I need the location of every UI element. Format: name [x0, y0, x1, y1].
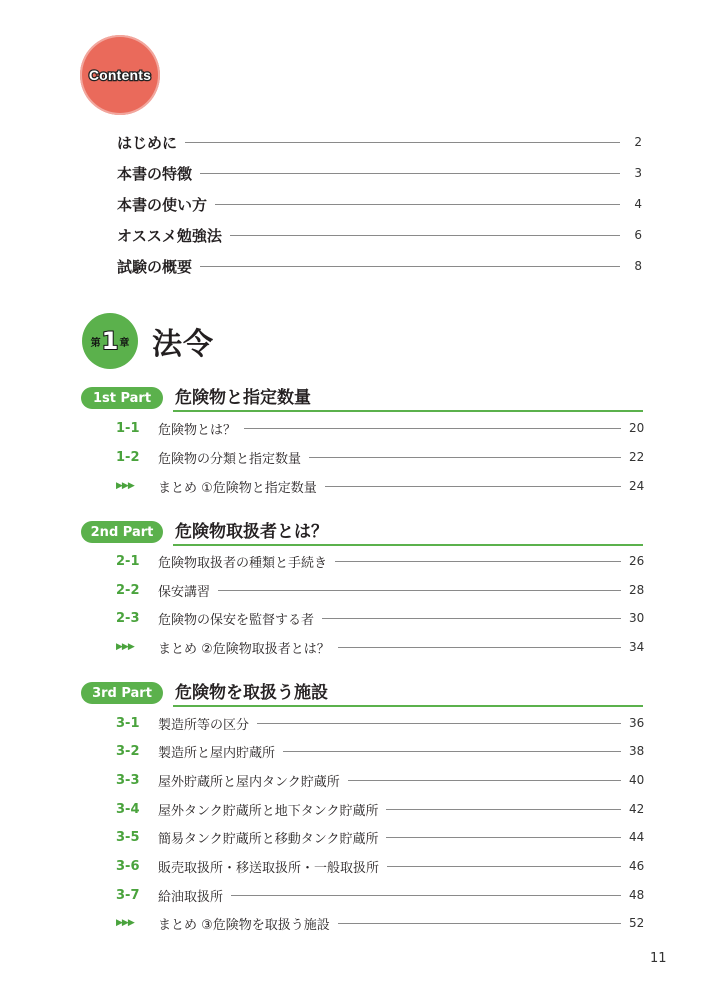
toc-entry[interactable]: [116, 578, 643, 602]
leader-line: [230, 235, 620, 236]
toc-entry-page: 38: [629, 744, 645, 758]
summary-arrows-icon: ▶▶▶: [116, 918, 134, 928]
part-title: 危険物を取扱う施設: [175, 683, 328, 703]
toc-entry-page: 20: [629, 421, 645, 435]
toc-entry[interactable]: [116, 549, 643, 573]
toc-entry[interactable]: [116, 416, 643, 440]
toc-entry-page: 28: [629, 583, 645, 597]
toc-entry-page: 44: [629, 830, 645, 844]
leader-line: [348, 780, 621, 781]
part-underline: [173, 705, 643, 707]
toc-entry[interactable]: [116, 606, 643, 630]
section-number: 3-1: [116, 715, 140, 731]
toc-entry-title: オススメ勉強法: [117, 226, 222, 245]
summary-arrows-icon: ▶▶▶: [116, 481, 134, 491]
toc-entry-title: 簡易タンク貯蔵所と移動タンク貯蔵所: [158, 831, 379, 847]
leader-line: [322, 618, 621, 619]
toc-entry[interactable]: [116, 739, 643, 763]
chapter-number: 1: [101, 327, 119, 355]
toc-entry-title: 本書の使い方: [117, 195, 208, 214]
leader-line: [244, 428, 621, 429]
toc-entry[interactable]: [117, 130, 642, 154]
leader-line: [338, 647, 621, 648]
toc-entry-page: 42: [629, 802, 645, 816]
toc-entry-page: 4: [634, 197, 642, 211]
leader-line: [309, 457, 621, 458]
toc-entry-title: まとめ ①危険物と指定数量: [158, 480, 317, 496]
toc-entry[interactable]: [117, 192, 642, 216]
leader-line: [200, 266, 620, 267]
toc-entry-title: 給油取扱所: [158, 889, 224, 905]
toc-entry-title: 屋外タンク貯蔵所と地下タンク貯蔵所: [158, 803, 379, 819]
leader-line: [200, 173, 620, 174]
toc-entry[interactable]: [116, 474, 643, 498]
leader-line: [283, 751, 621, 752]
toc-entry-title: 危険物取扱者の種類と手続き: [158, 555, 328, 571]
toc-entry-title: 危険物とは？: [158, 422, 237, 438]
toc-entry[interactable]: [116, 911, 643, 935]
toc-entry-page: 40: [629, 773, 645, 787]
part-underline: [173, 410, 643, 412]
toc-entry-title: 危険物の保安を監督する者: [158, 612, 315, 628]
toc-entry-page: 26: [629, 554, 645, 568]
part-badge: 3rd Part: [81, 682, 163, 704]
section-number: 3-7: [116, 887, 140, 903]
leader-line: [325, 486, 621, 487]
section-number: 3-6: [116, 858, 140, 874]
section-number: 3-5: [116, 829, 140, 845]
toc-entry-page: 24: [629, 479, 645, 493]
toc-entry-page: 48: [629, 888, 645, 902]
toc-entry-page: 30: [629, 611, 645, 625]
chapter-heading: [82, 313, 214, 369]
leader-line: [185, 142, 620, 143]
summary-arrows-icon: ▶▶▶: [116, 642, 134, 652]
toc-entry-page: 22: [629, 450, 645, 464]
chapter-badge: [82, 313, 138, 369]
section-number: 1-1: [116, 420, 140, 436]
toc-entry[interactable]: [117, 161, 642, 185]
leader-line: [335, 561, 621, 562]
toc-entry-page: 52: [629, 916, 645, 930]
toc-entry-title: 危険物の分類と指定数量: [158, 451, 302, 467]
toc-entry[interactable]: [116, 854, 643, 878]
toc-entry-page: 8: [634, 259, 642, 273]
part-heading-3: [81, 678, 643, 706]
leader-line: [386, 837, 621, 838]
contents-badge-label: Contents: [88, 67, 152, 83]
part-title: 危険物と指定数量: [175, 388, 311, 408]
section-number: 3-3: [116, 772, 140, 788]
section-number: 2-1: [116, 553, 140, 569]
section-number: 2-2: [116, 582, 140, 598]
part-badge: 2nd Part: [81, 521, 163, 543]
toc-entry-title: 販売取扱所・移送取扱所・一般取扱所: [158, 860, 380, 876]
toc-entry-title: 本書の特徴: [117, 164, 193, 183]
toc-entry-title: 屋外貯蔵所と屋内タンク貯蔵所: [158, 774, 340, 790]
toc-entry[interactable]: [117, 223, 642, 247]
section-number: 2-3: [116, 610, 140, 626]
part-heading-2: [81, 517, 643, 545]
section-number: 3-2: [116, 743, 140, 759]
leader-line: [231, 895, 621, 896]
toc-entry-page: 36: [629, 716, 645, 730]
toc-entry[interactable]: [117, 254, 642, 278]
leader-line: [386, 809, 621, 810]
toc-entry-page: 3: [634, 166, 642, 180]
toc-entry-title: まとめ ②危険物取扱者とは？: [158, 641, 330, 657]
toc-entry-page: 6: [634, 228, 642, 242]
part-badge: 1st Part: [81, 387, 163, 409]
toc-entry-title: 保安講習: [158, 584, 211, 600]
leader-line: [218, 590, 621, 591]
toc-entry[interactable]: [116, 635, 643, 659]
page-number: 11: [650, 951, 667, 966]
toc-entry[interactable]: [116, 797, 643, 821]
toc-entry-title: まとめ ③危険物を取扱う施設: [158, 917, 330, 933]
leader-line: [215, 204, 620, 205]
leader-line: [257, 723, 621, 724]
leader-line: [338, 923, 621, 924]
toc-entry-title: はじめに: [117, 133, 178, 152]
chapter-title: 法令: [152, 327, 214, 362]
toc-entry[interactable]: [116, 445, 643, 469]
chapter-suffix: 章: [119, 337, 130, 349]
toc-entry[interactable]: [116, 825, 643, 849]
part-underline: [173, 544, 643, 546]
toc-entry-title: 製造所と屋内貯蔵所: [158, 745, 276, 761]
part-title: 危険物取扱者とは？: [175, 522, 328, 542]
section-number: 1-2: [116, 449, 140, 465]
contents-badge: [80, 35, 160, 115]
section-number: 3-4: [116, 801, 140, 817]
part-heading-1: [81, 383, 643, 411]
leader-line: [387, 866, 621, 867]
toc-entry[interactable]: [116, 883, 643, 907]
toc-entry-page: 2: [634, 135, 642, 149]
toc-entry-title: 製造所等の区分: [158, 717, 250, 733]
chapter-prefix: 第: [90, 337, 101, 349]
toc-entry[interactable]: [116, 711, 643, 735]
toc-entry-page: 34: [629, 640, 645, 654]
toc-entry-page: 46: [629, 859, 645, 873]
toc-entry[interactable]: [116, 768, 643, 792]
toc-entry-title: 試験の概要: [117, 257, 193, 276]
